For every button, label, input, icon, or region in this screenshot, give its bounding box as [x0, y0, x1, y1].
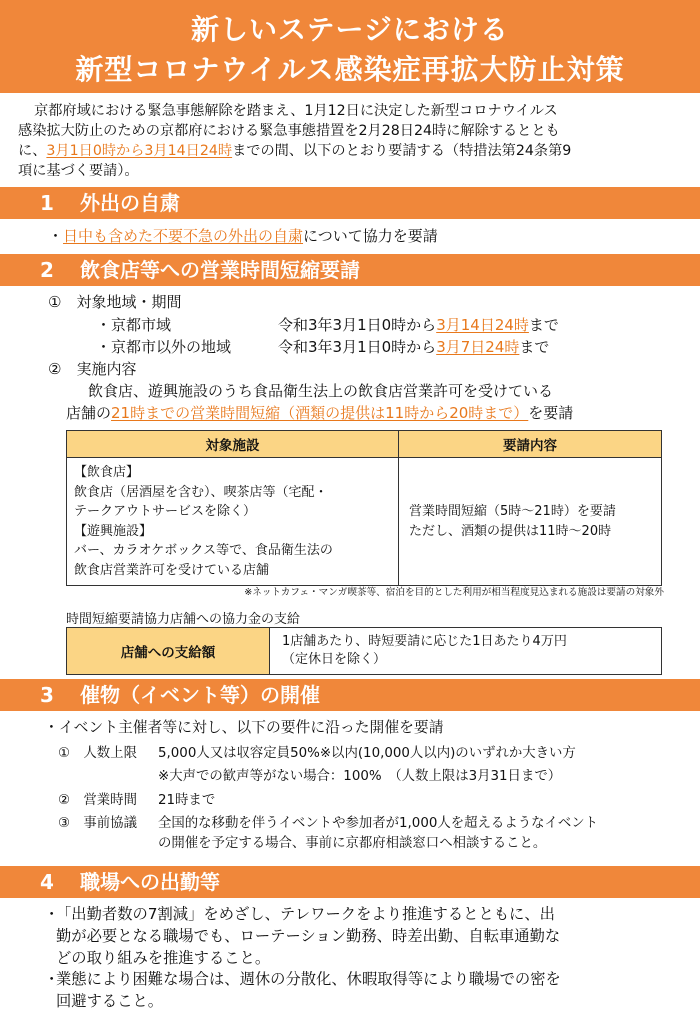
kyoto-city-end-highlight: 3月14日24時: [436, 316, 529, 334]
payment-line-2: （定休日を除く）: [282, 652, 387, 667]
event-item-1-note: ※大声での歓声等がない場合：100% （人数上限は3月31日まで）: [158, 769, 562, 784]
workplace-bullet-1-line-1: 「出勤者数の7割減」をめざし、テレワークをより推進するとともに、出: [56, 905, 555, 923]
content-line-2: [66, 403, 573, 423]
outside-kyoto-period: [278, 337, 549, 357]
section-4-header: [0, 866, 700, 898]
payment-table: [66, 627, 662, 675]
bullet: ・: [44, 905, 60, 923]
outside-kyoto-end-highlight: 3月7日24時: [436, 338, 520, 356]
section-2-header: [0, 254, 700, 286]
payment-value: [270, 628, 662, 675]
intro-line-4: 項に基づく要請）。: [18, 163, 139, 179]
title-banner: [0, 0, 700, 93]
section-1-header: [0, 187, 700, 219]
content-line-1: 飲食店、遊興施設のうち食品衛生法上の飲食店営業許可を受けている: [88, 382, 554, 400]
table-cell-facilities: [67, 458, 399, 586]
bullet: ・: [44, 970, 60, 988]
section-1-title: 外出の自粛: [80, 191, 180, 215]
outside-kyoto-label: ・京都市以外の地域: [96, 338, 232, 356]
intro-line-1: 京都府域における緊急事態解除を踏まえ、1月12日に決定した新型コロナウイルス: [34, 103, 558, 119]
content-line-2-pre: 店舗の: [66, 404, 112, 422]
section-1-number: 1: [40, 191, 54, 215]
event-item-2-text: 21時まで: [158, 793, 216, 808]
facility-line: バー、カラオケボックス等で、食品衛生法の: [74, 543, 333, 558]
intro-line-3-post: までの間、以下のとおり要請する（特措法第24条第9: [232, 143, 572, 159]
section-2-number: 2: [40, 258, 54, 282]
event-item-2-label: ② 営業時間: [58, 793, 137, 808]
request-line: ただし、酒類の提供は11時～20時: [409, 523, 612, 539]
table-cell-request: [399, 458, 662, 586]
sub-heading-content: ② 実施内容: [48, 360, 137, 378]
workplace-bullet-1-line-3: どの取り組みを推進すること。: [56, 949, 271, 967]
content-hours-highlight: 21時までの営業時間短縮（酒類の提供は11時から20時まで）: [111, 404, 529, 422]
content-line-2-post: を要請: [528, 404, 574, 422]
kyoto-city-period-pre: 令和3年3月1日0時から: [278, 316, 437, 334]
facility-line: 【遊興施設】: [74, 523, 153, 539]
event-item-1-text: 5,000人又は収容定員50%※以内(10,000人以内)のいずれか大きい方: [158, 746, 576, 761]
intro-line-2: 感染拡大防止のための京都府における緊急事態措置を2月28日24時に解除するととも: [18, 123, 560, 139]
intro-paragraph: [18, 101, 688, 181]
workplace-bullet-2-line-1: 業態により困難な場合は、週休の分散化、休暇取得等により職場での密を: [56, 970, 561, 988]
facility-line: 飲食店（居酒屋を含む）、喫茶店等（宅配・: [74, 484, 328, 500]
table-footnote: ※ネットカフェ・マンガ喫茶等、宿泊を目的とした利用が相当程度見込まれる施設は要請の対象外: [244, 587, 664, 598]
event-item-3-line-2: の開催を予定する場合、事前に京都府相談窓口へ相談すること。: [158, 836, 547, 851]
section-2-title: 飲食店等への営業時間短縮要請: [80, 258, 360, 282]
section-4-title: 職場への出勤等: [80, 870, 220, 894]
kyoto-city-period-post: まで: [528, 316, 559, 334]
section-3-header: [0, 679, 700, 711]
table-header-facility: 対象施設: [67, 431, 399, 458]
payment-line-1: 1店舗あたり、時短要請に応じた1日あたり4万円: [282, 634, 567, 649]
workplace-bullet-2-line-2: 回避すること。: [56, 992, 164, 1010]
workplace-bullet-1-line-2: 勤が必要となる職場でも、ローテーション勤務、時差出勤、自転車通勤な: [56, 927, 561, 945]
section-1-item-post: について協力を要請: [303, 227, 438, 245]
facility-request-table: [66, 430, 662, 586]
section-3-number: 3: [40, 683, 54, 707]
payment-label: 店舗への支給額: [67, 628, 270, 675]
intro-line-3: [18, 141, 688, 161]
sub-heading-area-period: ① 対象地域・期間: [48, 293, 182, 311]
facility-line: 【飲食店】: [74, 465, 140, 480]
kyoto-city-period: [278, 315, 559, 335]
intro-period-highlight: 3月1日0時から3月14日24時: [46, 143, 233, 159]
event-item-3-line-1: 全国的な移動を伴うイベントや参加者が1,000人を超えるようなイベント: [158, 816, 599, 831]
bullet: ・: [48, 227, 64, 245]
table-header-request: 要請内容: [399, 431, 662, 458]
section-3-title: 催物（イベント等）の開催: [80, 683, 320, 707]
event-item-3-label: ③ 事前協議: [58, 816, 137, 831]
payment-title: 時間短縮要請協力店舗への協力金の支給: [66, 612, 301, 627]
intro-line-3-pre: に、: [18, 143, 47, 159]
event-item-1-label: ① 人数上限: [58, 746, 137, 761]
title-line-1: 新しいステージにおける: [191, 13, 509, 46]
request-line: 営業時間短縮（5時～21時）を要請: [409, 504, 616, 519]
section-1-highlight: 日中も含めた不要不急の外出の自粛: [63, 227, 304, 245]
facility-line: 飲食店営業許可を受けている店舗: [74, 562, 270, 578]
section-4-number: 4: [40, 870, 54, 894]
outside-kyoto-period-pre: 令和3年3月1日0時から: [278, 338, 437, 356]
section-1-item: [48, 226, 438, 246]
facility-line: テークアウトサービスを除く）: [74, 504, 257, 519]
kyoto-city-label: ・京都市域: [96, 316, 172, 334]
section-3-lead: ・イベント主催者等に対し、以下の要件に沿った開催を要請: [44, 719, 444, 736]
outside-kyoto-period-post: まで: [519, 338, 550, 356]
title-line-2: 新型コロナウイルス感染症再拡大防止対策: [75, 53, 625, 86]
